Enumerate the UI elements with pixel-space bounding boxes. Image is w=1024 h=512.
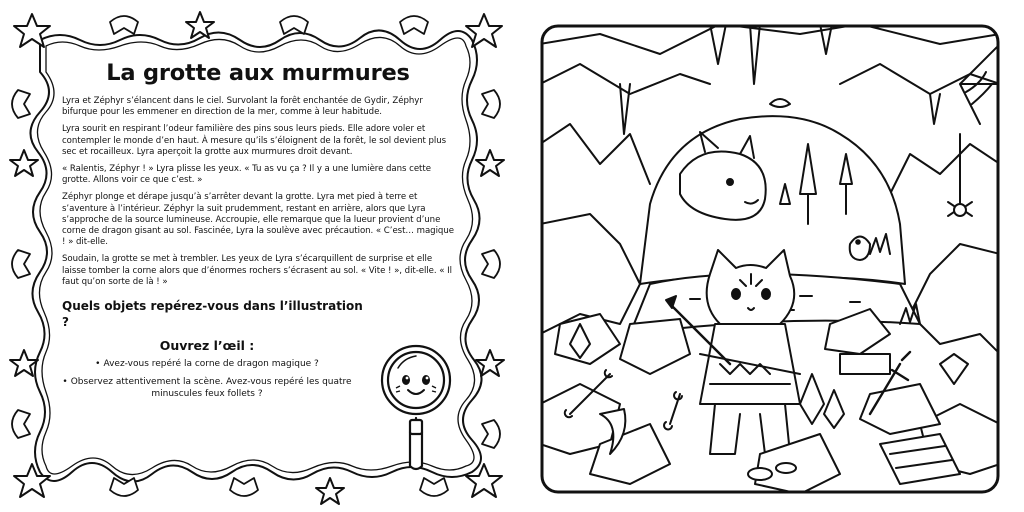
illustration-page	[540, 24, 1000, 494]
tips-heading: Ouvrez l’œil :	[159, 338, 255, 354]
tip-text: Avez-vous repéré la corne de dragon magique ?	[103, 359, 319, 370]
story-paragraph: Lyra et Zéphyr s’élancent dans le ciel. Survolant la forêt enchantée de Gydir, Zéphyr bifurque pour les emmener en direction de la mer, comme à leur habitude.	[62, 96, 423, 118]
story-paragraph: Lyra sourit en respirant l’odeur familière des pins sous leurs pieds. Elle adore voler et contempler le monde d’en haut. À mesure qu’ils s’éloignent de la forêt, le sol devient plus sec et rocailleux. Lyra aperçoit la grotte aux murmures droit devant.	[62, 124, 447, 157]
story-paragraph: Soudain, la grotte se met à trembler. Les yeux de Lyra s’écarquillent de surprise et elle laisse tomber la corne alors que d’énormes rochers s’écrasent au sol. « Vite ! », dit-elle. « Il faut qu’on sorte de là ! »	[62, 254, 452, 287]
tip-item	[62, 358, 352, 371]
question-heading: Quels objets repérez-vous dans l’illustration ?	[62, 299, 363, 330]
story-paragraph: « Ralentis, Zéphyr ! » Lyra plisse les yeux. « Tu as vu ça ? Il y a une lumière dans cette grotte. Allons voir ce que c’est. »	[62, 164, 431, 186]
story-paragraph: Zéphyr plonge et dérape jusqu’à s’arrêter devant la grotte. Lyra met pied à terre et s’aventure à l’intérieur. Zéphyr la suit prudemment, restant en arrière, alors que Lyra s’approche de la source lumineuse. Accroupie, elle remarque que la lueur provient d’une corne de dragon gisant au sol. Fascinée, Lyra la soulève avec précaution. « C’est… magique ! » dit-elle.	[62, 192, 454, 248]
magnifying-glass-icon	[376, 340, 460, 472]
tip-text: Observez attentivement la scène. Avez-vous repéré les quatre minuscules feux follets ?	[70, 376, 352, 400]
story-text	[62, 96, 454, 288]
tip-item	[62, 376, 352, 401]
cave-illustration	[540, 24, 1000, 494]
page-title: La grotte aux murmures	[106, 60, 410, 86]
bullet-icon: •	[95, 359, 101, 370]
bullet-icon: •	[62, 376, 68, 387]
tips-list	[62, 358, 352, 401]
